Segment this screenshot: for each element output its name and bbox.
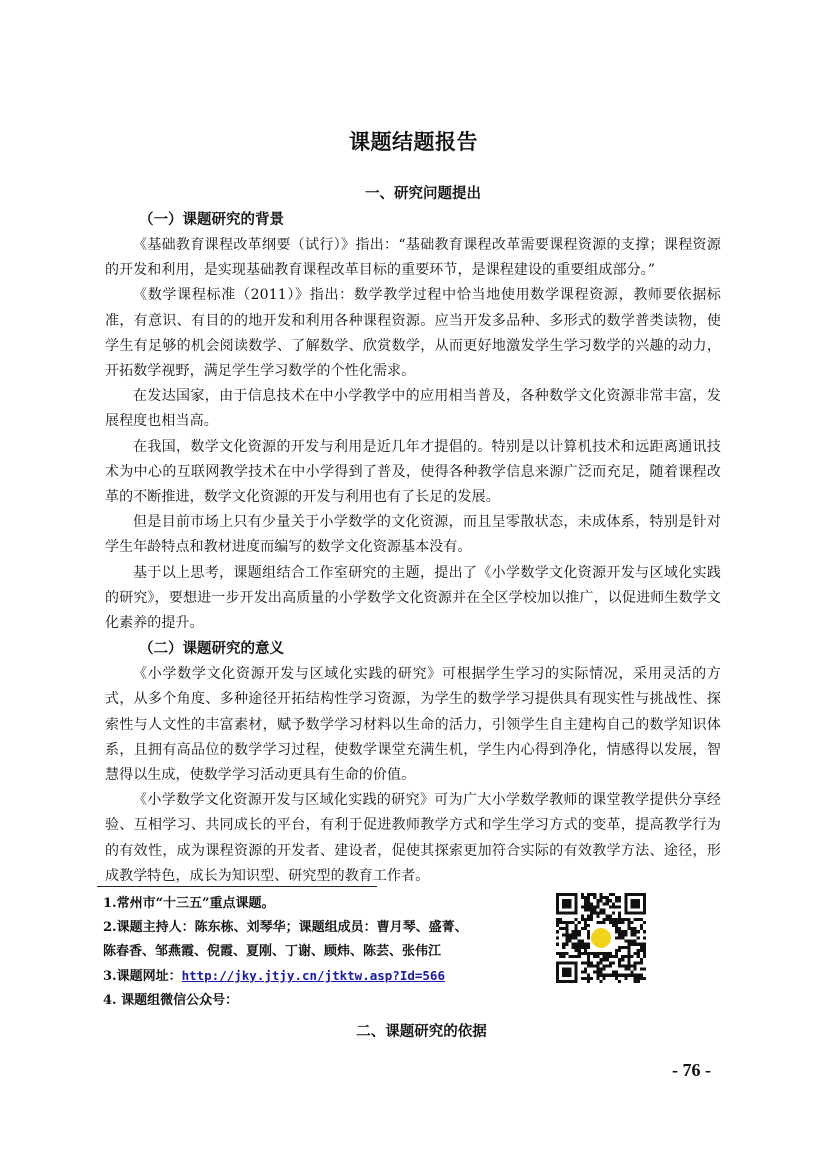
footnote-1: 1.常州市“十三五”重点课题。 [103,896,275,911]
paragraph: 《小学数学文化资源开发与区域化实践的研究》可根据学生学习的实际情况，采用灵活的方式，从多个角度、多种途径开拓结构性学习资源，为学生的数学学习提供具有现实性与挑战性、探索性与人文性的丰富素材，赋予数学学习材料以生命的活力，引领学生自主建构自己的数学知识体系，且拥有高品位的数学学习过程，使数学课堂充满生机，学生内心得到净化，情感得以发展，智慧得以生成，使数学学习活动更具有生命的价值。 [105,666,721,784]
section-heading-2: 二、课题研究的依据 [356,1023,487,1040]
page-title: 课题结题报告 [349,129,478,154]
paragraph: 在我国，数学文化资源的开发与利用是近几年才提倡的。特别是以计算机技术和远距离通讯技术为中心的互联网教学技术在中小学得到了普及，使得各种教学信息来源广泛而充足，随着课程改革的不断推进，数学文化资源的开发与利用也有了长足的发展。 [105,438,721,506]
footnotes [103,892,523,1013]
paragraph: 《数学课程标准（2011）》指出：数学教学过程中恰当地使用数学课程资源，教师要依据标准，有意识、有目的的地开发和利用各种课程资源。应当开发多品种、多形式的数学普类读物，使学生有足够的机会阅读数学、了解数学、欣赏数学，从而更好地激发学生学习数学的兴趣的动力，开拓数学视野，满足学生学习数学的个性化需求。 [105,287,721,380]
wechat-qr-code-icon [556,893,646,983]
footnote-3 [103,964,523,989]
qr-center-logo [591,928,611,948]
footnote-4: 4. 课题组微信公众号： [103,993,239,1008]
footnote-3-label: 3.课题网址： [103,969,182,984]
footnote-divider [97,886,377,887]
subsection-heading-significance: （二）课题研究的意义 [139,640,284,658]
footnote-2-line-1: 2.课题主持人：陈东栋、刘琴华；课题组成员：曹月琴、盛菁、 [103,920,468,935]
paragraph: 《小学数学文化资源开发与区域化实践的研究》可为广大小学数学教师的课堂教学提供分享经验、互相学习、共同成长的平台，有利于促进教师教学方式和学生学习方式的变革，提高教学行为的有效性，成为课程资源的开发者、建设者，促使其探索更加符合实际的有效教学方法、途径，形成教学特色，成长为知识型、研究型的教育工作者。 [105,792,721,884]
footnote-2-line-2: 陈春香、邹燕霞、倪霞、夏刚、丁谢、顾炜、陈芸、张伟江 [103,944,442,959]
subsection-heading-background: （一）课题研究的背景 [139,211,284,228]
paragraph: 基于以上思考，课题组结合工作室研究的主题，提出了《小学数学文化资源开发与区域化实践的研究》，要想进一步开发出高质量的小学数学文化资源并在全区学校加以推广，以促进师生数学文化素养的提升。 [105,564,721,632]
main-content [105,181,721,889]
page-number: - 76 - [672,1060,711,1080]
project-website-link[interactable]: http://jky.jtjy.cn/jtktw.asp?Id=566 [181,968,445,983]
paragraph: 但是目前市场上只有少量关于小学数学的文化资源，而且呈零散状态，未成体系，特别是针对学生年龄特点和教材进度而编写的数学文化资源基本没有。 [105,514,721,556]
section-heading-1: 一、研究问题提出 [365,185,481,202]
paragraph: 《基础教育课程改革纲要（试行）》指出：“基础教育课程改革需要课程资源的支撑；课程资源的开发和利用，是实现基础教育课程改革目标的重要环节，是课程建设的重要组成部分。” [105,237,721,279]
paragraph: 在发达国家，由于信息技术在中小学教学中的应用相当普及，各种数学文化资源非常丰富，发展程度也相当高。 [105,388,721,430]
